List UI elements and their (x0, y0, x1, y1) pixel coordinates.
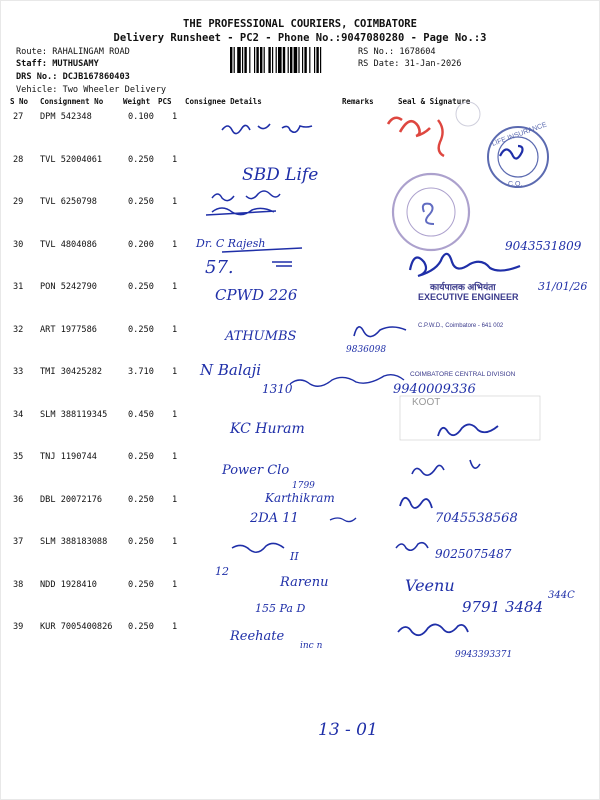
hw-rarenu: Rarenu (280, 575, 329, 590)
row-weight: 0.250 (128, 155, 154, 165)
row-consignment: TVL 4804086 (40, 240, 97, 250)
col-sno: S No (10, 97, 29, 106)
row-weight: 0.250 (128, 622, 154, 632)
col-remarks: Remarks (342, 97, 374, 106)
col-pcs: PCS (158, 97, 172, 106)
hw-phone-39: 9943393371 (455, 650, 513, 660)
hw-phone-33: 9940009336 (393, 382, 476, 397)
row-weight: 0.250 (128, 452, 154, 462)
koot-text: KOOT (412, 397, 441, 408)
row-weight: 0.250 (128, 325, 154, 335)
hw-phone-37: 9025075487 (435, 547, 512, 561)
row-weight: 0.450 (128, 410, 154, 420)
row-weight: 3.710 (128, 367, 154, 377)
row-consignment: DPM 542348 (40, 112, 92, 122)
hw-athumbs: ATHUMBS (225, 329, 297, 344)
row-weight: 0.250 (128, 537, 154, 547)
row-sno: 33 (13, 367, 24, 377)
row-consignment: ART 1977586 (40, 325, 97, 335)
row-sno: 37 (13, 537, 24, 547)
hw-155-pad: 155 Pa D (255, 602, 306, 615)
row-consignment: TVL 6250798 (40, 197, 97, 207)
stamp-executive: EXECUTIVE ENGINEER (418, 292, 519, 302)
row-weight: 0.200 (128, 240, 154, 250)
row-weight: 0.250 (128, 495, 154, 505)
hw-2da11: 2DA 11 (250, 511, 299, 526)
row-weight: 0.250 (128, 580, 154, 590)
row-weight: 0.250 (128, 197, 154, 207)
runsheet-subtitle: Delivery Runsheet - PC2 - Phone No.:9047080280 - Page No.:3 (113, 32, 487, 44)
hw-date-30: 31/01/26 (538, 280, 588, 293)
hw-power-clo: Power Clo (222, 463, 290, 478)
row-pcs: 1 (172, 580, 178, 590)
row-sno: 30 (13, 240, 24, 250)
row-pcs: 1 (172, 282, 178, 292)
red-stamp-row27 (388, 102, 480, 156)
row-sno: 35 (13, 452, 24, 462)
seal-co-text: C.O. (508, 181, 523, 188)
hw-reehate: Reehate (230, 629, 285, 644)
col-consignee: Consignee Details (185, 97, 262, 106)
hw-balaji: N Balaji (200, 361, 262, 379)
row-consignment: DBL 20072176 (40, 495, 103, 505)
purple-stamp-row29 (393, 174, 469, 250)
row-sno: 27 (13, 112, 24, 122)
row-consignment: KUR 7005400826 (40, 622, 113, 632)
row-pcs: 1 (172, 112, 178, 122)
row-sno: 32 (13, 325, 24, 335)
hw-inc: inc n (300, 641, 323, 651)
row-consignment: TNJ 1190744 (40, 452, 97, 462)
hw-phone-30: 9043531809 (505, 239, 582, 253)
executive-engineer-stamp (410, 281, 519, 378)
row-consignment: PON 5242790 (40, 282, 97, 292)
koot-stamp (400, 396, 540, 440)
row-pcs: 1 (172, 537, 178, 547)
stamp-hindi: कार्यपालक अभियंता (430, 282, 496, 292)
hw-footer-note: 13 - 01 (318, 720, 378, 740)
rs-date: RS Date: 31-Jan-2026 (358, 59, 462, 69)
row-consignment: TVL 52004061 (40, 155, 103, 165)
company-title: THE PROFESSIONAL COURIERS, COIMBATORE (183, 18, 417, 30)
svg-text:12: 12 (215, 565, 229, 578)
col-seal: Seal & Signature (398, 97, 471, 106)
row-consignment: SLM 388183088 (40, 537, 108, 547)
rs-number: RS No.: 1678604 (358, 47, 436, 57)
row-consignment: NDD 1928410 (40, 580, 97, 590)
row-sno: 38 (13, 580, 24, 590)
route-label: Route: RAHALINGAM ROAD (16, 47, 130, 57)
svg-text:344C: 344C (548, 590, 575, 601)
row-consignment: SLM 388119345 (40, 410, 108, 420)
svg-text:II: II (290, 550, 299, 563)
hw-1799: 1799 (292, 481, 315, 491)
row-pcs: 1 (172, 622, 178, 632)
row-sno: 39 (13, 622, 24, 632)
hw-veenu: Veenu (405, 576, 455, 595)
row-pcs: 1 (172, 325, 178, 335)
hw-57: 57. (205, 257, 234, 278)
row-pcs: 1 (172, 240, 178, 250)
life-insurance-stamp (488, 121, 548, 188)
row-pcs: 1 (172, 410, 178, 420)
row-sno: 34 (13, 410, 24, 420)
row-sno: 36 (13, 495, 24, 505)
life-insurance-text: LIFE INSURANCE (490, 121, 548, 148)
hw-karthikram: Karthikram (265, 491, 335, 505)
hw-sbd-life: SBD Life (242, 165, 319, 185)
col-consignment: Consignment No (40, 97, 104, 106)
stamp-address: C.P.W.D., Coimbatore - 641 002 (418, 323, 504, 329)
hw-dr-rajesh: Dr. C Rajesh (196, 237, 266, 250)
stamp-division: COIMBATORE CENTRAL DIVISION (410, 371, 516, 378)
drs-label: DRS No.: DCJB167860403 (16, 72, 130, 82)
row-pcs: 1 (172, 452, 178, 462)
hw-phone-36: 7045538568 (435, 511, 518, 526)
hw-cpwd: CPWD 226 (215, 286, 298, 304)
row-pcs: 1 (172, 197, 178, 207)
row-pcs: 1 (172, 155, 178, 165)
hw-1310: 1310 (262, 382, 293, 396)
hw-phone-32: 9836098 (346, 345, 387, 355)
row-sno: 31 (13, 282, 24, 292)
row-sno: 29 (13, 197, 24, 207)
col-weight: Weight (123, 97, 151, 106)
row-pcs: 1 (172, 495, 178, 505)
hw-kc-huram: KC Huram (230, 421, 305, 437)
row-pcs: 1 (172, 367, 178, 377)
row-weight: 0.100 (128, 112, 154, 122)
row-consignment: TMI 30425282 (40, 367, 103, 377)
row-sno: 28 (13, 155, 24, 165)
vehicle-label: Vehicle: Two Wheeler Delivery (16, 85, 167, 95)
hw-phone-38: 9791 3484 (462, 598, 544, 616)
staff-label: Staff: MUTHUSAMY (16, 59, 99, 69)
row-weight: 0.250 (128, 282, 154, 292)
